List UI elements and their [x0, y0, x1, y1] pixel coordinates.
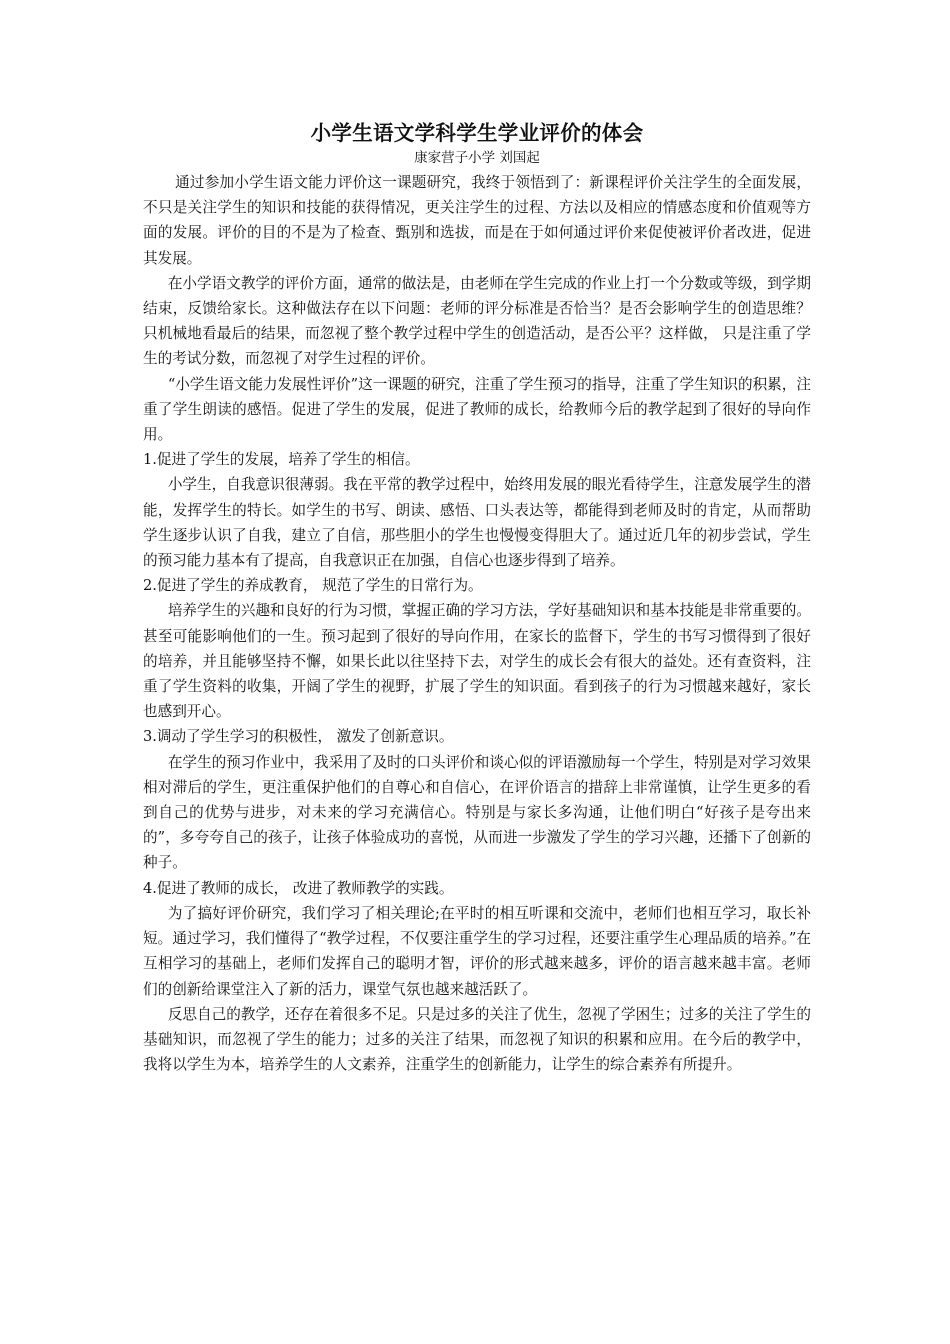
- section-text-4: 为了搞好评价研究，我们学习了相关理论;在平时的相互听课和交流中，老师们也相互学习，取长补短。通过学习，我们懂得了“教学过程，不仅要注重学生的学习过程，还要注重学生心理品质的培养。”在互相学习的基础上，老师们发挥自己的聪明才智，评价的形式越来越多，评价的语言越来越丰富。老师们的创新给课堂注入了新的活力，课堂气氛也越来越活跃了。: [143, 904, 811, 998]
- document-title: 小学生语文学科学生学业评价的体会: [310, 121, 644, 145]
- section-text-2: 培养学生的兴趣和良好的行为习惯，掌握正确的学习方法，学好基础知识和基本技能是非常重要的。甚至可能影响他们的一生。预习起到了很好的导向作用，在家长的监督下，学生的书写习惯得到了很好的培养，并且能够坚持不懈，如果长此以往坚持下去，对学生的成长会有很大的益处。还有查资料，注重了学生资料的收集，开阔了学生的视野，扩展了学生的知识面。看到孩子的行为习惯越来越好，家长也感到开心。: [143, 602, 811, 721]
- section-text-1: 小学生，自我意识很薄弱。我在平常的教学过程中，始终用发展的眼光看待学生，注意发展学生的潜能，发挥学生的特长。如学生的书写、朗读、感悟、口头表达等，都能得到老师及时的肯定，从而帮助学生逐步认识了自我，建立了自信，那些胆小的学生也慢慢变得胆大了。通过近几年的初步尝试，学生的预习能力基本有了提高，自我意识正在加强，自信心也逐步得到了培养。: [143, 476, 811, 570]
- section-heading-2: 2.促进了学生的养成教育， 规范了学生的日常行为。: [143, 577, 483, 595]
- paragraph-intro: 通过参加小学生语文能力评价这一课题研究，我终于领悟到了：新课程评价关注学生的全面发展，不只是关注学生的知识和技能的获得情况，更关注学生的过程、方法以及相应的情感态度和价值观等方面的发展。评价的目的不是为了检查、甄别和选拔，而是在于如何通过评价来促使被评价者改进，促进其发展。: [143, 174, 811, 267]
- section-text-3: 在学生的预习作业中，我采用了及时的口头评价和谈心似的评语激励每一个学生，特别是对学习效果相对滞后的学生，更注重保护他们的自尊心和自信心，在评价语言的措辞上非常谨慎，让学生更多的看到自己的优势与进步，对未来的学习充满信心。特别是与家长多沟通，让他们明白“好孩子是夸出来的”，多夸夸自己的孩子，让孩子体验成功的喜悦，从而进一步激发了学生的学习兴趣，还播下了创新的种子。: [143, 753, 811, 872]
- section-heading-1: 1.促进了学生的发展，培养了学生的相信。: [143, 451, 420, 469]
- section-heading-3: 3.调动了学生学习的积极性， 激发了创新意识。: [143, 728, 454, 746]
- section-heading-4: 4.促进了教师的成长， 改进了教师教学的实践。: [143, 879, 454, 897]
- paragraph-closing: 反思自己的教学，还存在着很多不足。只是过多的关注了优生，忽视了学困生；过多的关注了学生的基础知识，而忽视了学生的能力；过多的关注了结果，而忽视了知识的积累和应用。在今后的教学中，我将以学生为本，培养学生的人文素养，注重学生的创新能力，让学生的综合素养有所提升。: [143, 1005, 811, 1074]
- paragraph-research: “小学生语文能力发展性评价”这一课题的研究，注重了学生预习的指导，注重了学生知识的积累，注重了学生朗读的感悟。促进了学生的发展，促进了教师的成长，给教师今后的教学起到了很好的导向作用。: [143, 375, 811, 444]
- paragraph-problems: 在小学语文教学的评价方面，通常的做法是，由老师在学生完成的作业上打一个分数或等级，到学期结束，反馈给家长。这种做法存在以下问题：老师的评分标准是否恰当？是否会影响学生的创造思维？只机械地看最后的结果，而忽视了整个教学过程中学生的创造活动，是否公平？这样做， 只是注重了学生的考试分数，而忽视了对学生过程的评价。: [143, 274, 811, 368]
- document-author: 康家营子小学 刘国起: [414, 150, 540, 166]
- document-body: [143, 118, 811, 1077]
